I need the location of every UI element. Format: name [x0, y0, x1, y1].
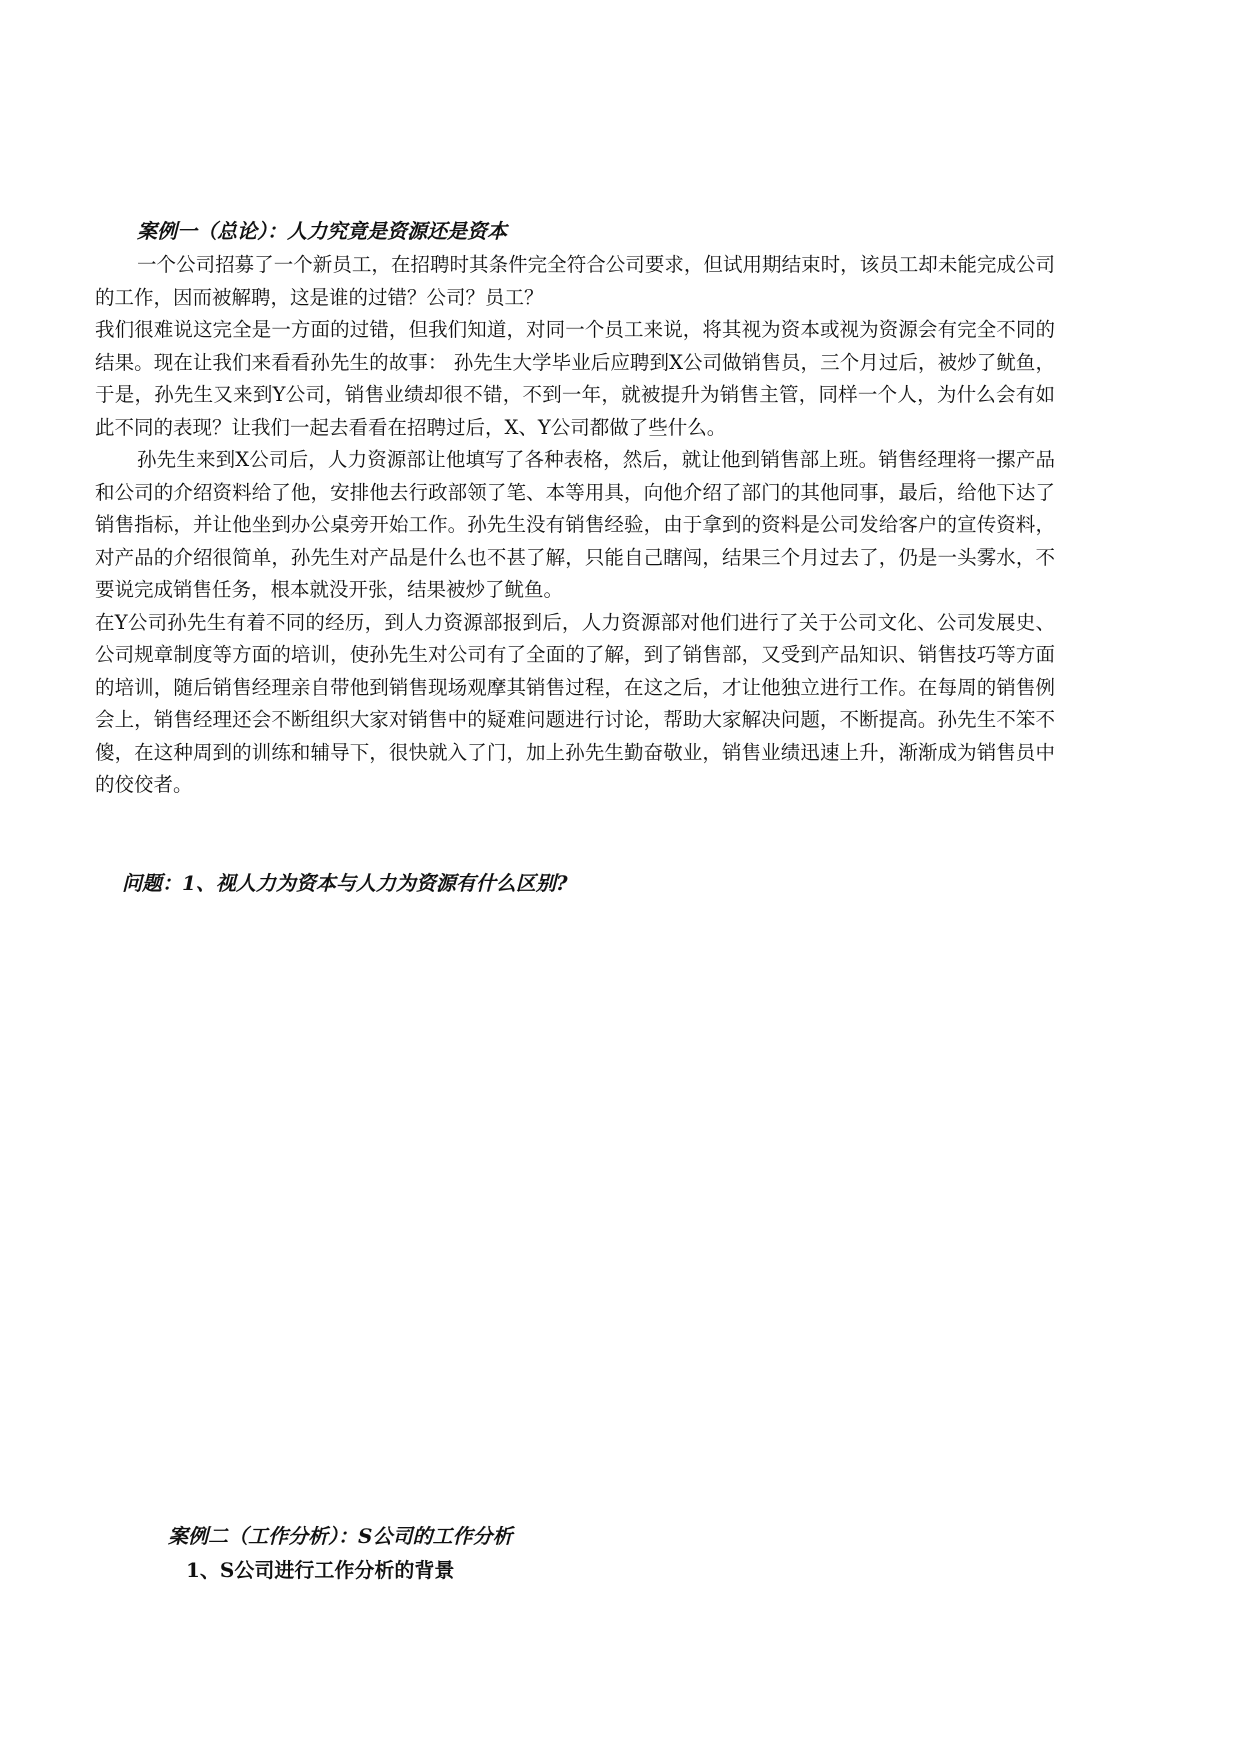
case2-title: 案例二（工作分析）：S公司的工作分析 [168, 1524, 513, 1548]
case1-paragraph-1: 一个公司招募了一个新员工，在招聘时其条件完全符合公司要求，但试用期结束时，该员工却未能完成公司的工作，因而被解聘，这是谁的过错？公司？员工？ [95, 253, 1055, 309]
case1-body [95, 249, 1055, 802]
case1-paragraph-2: 我们很难说这完全是一方面的过错，但我们知道，对同一个员工来说，将其视为资本或视为资源会有完全不同的结果。现在让我们来看看孙先生的故事： 孙先生大学毕业后应聘到X公司做销售员，三个月过后，被炒了鱿鱼，于是，孙先生又来到Y公司，销售业绩却很不错，不到一年，就被提升为销售主管，同样一个人，为什么会有如此不同的表现？让我们一起去看看在招聘过后，X、Y公司都做了些什么。 [95, 318, 1055, 439]
case2-subheading: 1、S公司进行工作分析的背景 [186, 1558, 455, 1582]
case1-title: 案例一（总论）：人力究竟是资源还是资本 [137, 219, 507, 243]
case1-question: 问题：1、视人力为资本与人力为资源有什么区别? [122, 871, 568, 895]
case1-paragraph-4: 在Y公司孙先生有着不同的经历，到人力资源部报到后，人力资源部对他们进行了关于公司文化、公司发展史、公司规章制度等方面的培训，使孙先生对公司有了全面的了解，到了销售部，又受到产品知识、销售技巧等方面的培训，随后销售经理亲自带他到销售现场观摩其销售过程，在这之后，才让他独立进行工作。在每周的销售例会上，销售经理还会不断组织大家对销售中的疑难问题进行讨论，帮助大家解决问题，不断提高。孙先生不笨不傻，在这种周到的训练和辅导下，很快就入了门，加上孙先生勤奋敬业，销售业绩迅速上升，渐渐成为销售员中的佼佼者。 [95, 610, 1055, 796]
case1-paragraph-3: 孙先生来到X公司后，人力资源部让他填写了各种表格，然后，就让他到销售部上班。销售经理将一摞产品和公司的介绍资料给了他，安排他去行政部领了笔、本等用具，向他介绍了部门的其他同事，最后，给他下达了销售指标，并让他坐到办公桌旁开始工作。孙先生没有销售经验，由于拿到的资料是公司发给客户的宣传资料，对产品的介绍很简单，孙先生对产品是什么也不甚了解，只能自己瞎闯，结果三个月过去了，仍是一头雾水，不要说完成销售任务，根本就没开张，结果被炒了鱿鱼。 [95, 448, 1055, 601]
